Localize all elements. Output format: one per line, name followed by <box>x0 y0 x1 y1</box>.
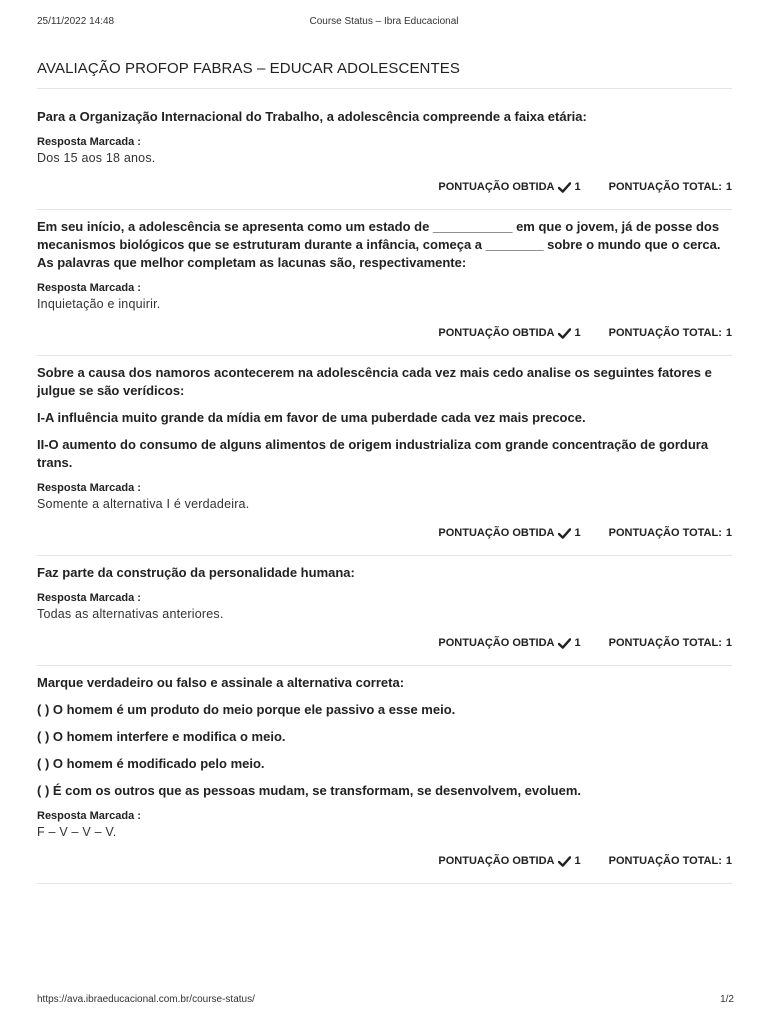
question-text: Faz parte da construção da personalidade humana: <box>37 565 355 580</box>
score-total <box>609 327 732 339</box>
question-text: Para a Organização Internacional do Trabalho, a adolescência compreende a faixa etária: <box>37 109 587 124</box>
score-total <box>609 855 732 867</box>
score-total-label: PONTUAÇÃO TOTAL: <box>608 637 722 649</box>
score-obtained-label: PONTUAÇÃO OBTIDA <box>438 637 555 649</box>
check-icon <box>558 528 571 539</box>
score-total-value: 1 <box>725 855 732 867</box>
score-total-label: PONTUAÇÃO TOTAL: <box>608 181 722 193</box>
score-row <box>37 323 732 343</box>
question-text: I-A influência muito grande da mídia em favor de uma puberdade cada vez mais precoce. <box>37 410 586 425</box>
check-icon <box>558 182 571 193</box>
answer-label: Resposta Marcada : <box>37 592 141 604</box>
score-total <box>609 527 732 539</box>
score-obtained <box>438 637 580 649</box>
course-status-content <box>37 60 732 884</box>
score-obtained-label: PONTUAÇÃO OBTIDA <box>438 181 555 193</box>
question-block <box>37 210 732 356</box>
score-total <box>609 637 732 649</box>
question-text: Sobre a causa dos namoros acontecerem na adolescência cada vez mais cedo analise os seguintes fatores e julgue se são verídicos: <box>37 365 712 398</box>
score-total-value: 1 <box>725 181 732 193</box>
print-url: https://ava.ibraeducacional.com.br/course-status/ <box>37 994 255 1005</box>
score-row <box>37 177 732 197</box>
score-obtained-value: 1 <box>574 181 581 193</box>
score-total <box>609 181 732 193</box>
print-header <box>0 16 768 30</box>
score-row <box>37 633 732 653</box>
score-obtained-value: 1 <box>574 637 581 649</box>
score-obtained <box>438 181 580 193</box>
print-footer <box>0 994 768 1008</box>
question-text: ( ) O homem interfere e modifica o meio. <box>37 729 286 744</box>
score-obtained-value: 1 <box>574 527 581 539</box>
score-obtained-value: 1 <box>574 855 581 867</box>
question-text: ( ) O homem é modificado pelo meio. <box>37 756 265 771</box>
question-block <box>37 89 732 210</box>
answer-label: Resposta Marcada : <box>37 282 141 294</box>
question-text: Marque verdadeiro ou falso e assinale a alternativa correta: <box>37 675 405 690</box>
print-page-title: Course Status – Ibra Educacional <box>309 16 459 27</box>
score-total-value: 1 <box>725 637 732 649</box>
score-obtained <box>438 327 580 339</box>
score-obtained-label: PONTUAÇÃO OBTIDA <box>438 327 555 339</box>
score-obtained-label: PONTUAÇÃO OBTIDA <box>438 855 555 867</box>
answer-label: Resposta Marcada : <box>37 136 141 148</box>
question-text: ( ) É com os outros que as pessoas mudam, se transformam, se desenvolvem, evoluem. <box>37 783 582 798</box>
question-text: Em seu início, a adolescência se apresenta como um estado de ___________ em que o jovem, já de posse dos mecanismos biológicos que se estruturam durante a infância, começa a ________ sobre o mundo que o cerca. As palavras que melhor completam as lacunas são, respectivamente: <box>37 219 721 270</box>
marked-answer: F – V – V – V. <box>37 825 117 839</box>
score-obtained <box>438 855 580 867</box>
check-icon <box>558 638 571 649</box>
score-row <box>37 523 732 543</box>
score-obtained-value: 1 <box>574 327 581 339</box>
score-obtained <box>438 527 580 539</box>
marked-answer: Dos 15 aos 18 anos. <box>37 151 156 165</box>
marked-answer: Todas as alternativas anteriores. <box>37 607 224 621</box>
question-text: II-O aumento do consumo de alguns alimentos de origem industrializa com grande concentração de gordura trans. <box>37 437 709 470</box>
score-row <box>37 851 732 871</box>
question-list <box>37 89 732 884</box>
exam-title: AVALIAÇÃO PROFOP FABRAS – EDUCAR ADOLESCENTES <box>37 60 732 89</box>
score-total-value: 1 <box>725 527 732 539</box>
score-obtained-label: PONTUAÇÃO OBTIDA <box>438 527 555 539</box>
score-total-label: PONTUAÇÃO TOTAL: <box>608 527 722 539</box>
answer-label: Resposta Marcada : <box>37 482 141 494</box>
score-total-value: 1 <box>725 327 732 339</box>
answer-label: Resposta Marcada : <box>37 810 141 822</box>
check-icon <box>558 856 571 867</box>
print-page-number: 1/2 <box>720 994 734 1005</box>
print-date: 25/11/2022 14:48 <box>37 16 115 27</box>
score-total-label: PONTUAÇÃO TOTAL: <box>608 855 722 867</box>
question-block <box>37 356 732 556</box>
marked-answer: Somente a alternativa I é verdadeira. <box>37 497 250 511</box>
score-total-label: PONTUAÇÃO TOTAL: <box>608 327 722 339</box>
question-block <box>37 556 732 666</box>
question-text: ( ) O homem é um produto do meio porque ele passivo a esse meio. <box>37 702 456 717</box>
check-icon <box>558 328 571 339</box>
question-block <box>37 666 732 884</box>
marked-answer: Inquietação e inquirir. <box>37 297 161 311</box>
